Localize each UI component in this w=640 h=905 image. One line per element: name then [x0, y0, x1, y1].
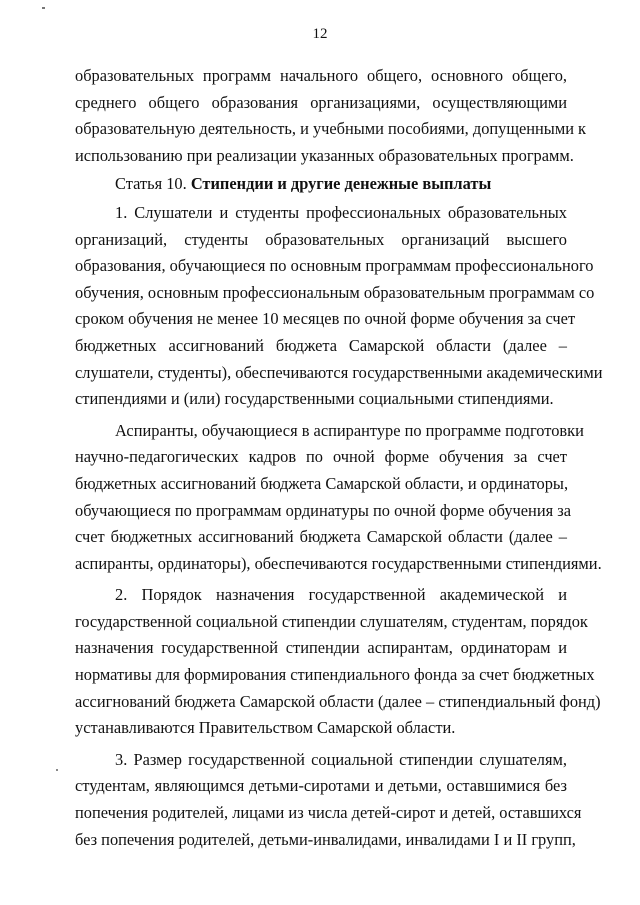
text-line: Аспиранты, обучающиеся в аспирантуре по программе подготовки [115, 420, 584, 440]
scan-speck [42, 7, 45, 9]
paragraph-1 [75, 200, 603, 413]
article-title: Стипендии и другие денежные выплаты [190, 174, 492, 194]
document-body [75, 63, 603, 853]
text-line: 3. Размер государственной социальной стипендии слушателям, [115, 749, 567, 769]
text-line: слушатели, студенты), обеспечиваются государственными академическими [75, 362, 603, 382]
text-line: сроком обучения не менее 10 месяцев по очной форме обучения за счет [75, 309, 576, 329]
text-line: государственной социальной стипендии слушателям, студентам, порядок [75, 611, 588, 631]
page-number: 12 [312, 26, 328, 42]
text-line: научно-педагогических кадров по очной форме обучения за счет [75, 447, 567, 467]
text-line: бюджетных ассигнований бюджета Самарской области (далее – [75, 335, 567, 355]
text-line: среднего общего образования организациями, осуществляющими [75, 92, 567, 112]
text-line: обучающиеся по программам ординатуры по очной форме обучения за [75, 500, 571, 520]
text-line: счет бюджетных ассигнований бюджета Самарской области (далее – [75, 527, 567, 547]
article-number: Статья 10. [115, 174, 187, 194]
text-line: 2. Порядок назначения государственной академической и [115, 585, 567, 605]
text-line: образования, обучающиеся по основным программам профессионального [75, 256, 594, 276]
scan-speck [56, 769, 58, 771]
text-line: попечения родителей, лицами из числа детей-сирот и детей, оставшихся [75, 803, 582, 823]
paragraph-2 [75, 418, 602, 578]
text-line: устанавливаются Правительством Самарской области. [75, 718, 456, 738]
text-line: бюджетных ассигнований бюджета Самарской области, и ординаторы, [75, 473, 569, 493]
text-line: стипендиями и (или) государственными социальными стипендиями. [75, 389, 554, 409]
intro-paragraph [75, 63, 587, 169]
article-heading [75, 171, 567, 198]
paragraph-4 [75, 747, 582, 853]
text-line: без попечения родителей, детьми-инвалидами, инвалидами I и II групп, [75, 829, 576, 849]
text-line: ассигнований бюджета Самарской области (далее – стипендиальный фонд) [75, 691, 601, 711]
text-line: использованию при реализации указанных образовательных программ. [75, 145, 574, 165]
text-line: организаций, студенты образовательных организаций высшего [75, 229, 567, 249]
paragraph-3 [75, 582, 601, 742]
text-line: нормативы для формирования стипендиального фонда за счет бюджетных [75, 665, 595, 685]
text-line: обучения, основным профессиональным образовательным программам со [75, 282, 595, 302]
text-line: аспиранты, ординаторы), обеспечиваются государственными стипендиями. [75, 553, 602, 573]
text-line: назначения государственной стипендии аспирантам, ординаторам и [75, 638, 567, 658]
text-line: 1. Слушатели и студенты профессиональных образовательных [115, 202, 567, 222]
text-line: студентам, являющимся детьми-сиротами и детьми, оставшимися без [75, 776, 567, 796]
text-line: образовательную деятельность, и учебными пособиями, допущенными к [75, 119, 587, 139]
text-line: образовательных программ начального общего, основного общего, [75, 66, 567, 85]
